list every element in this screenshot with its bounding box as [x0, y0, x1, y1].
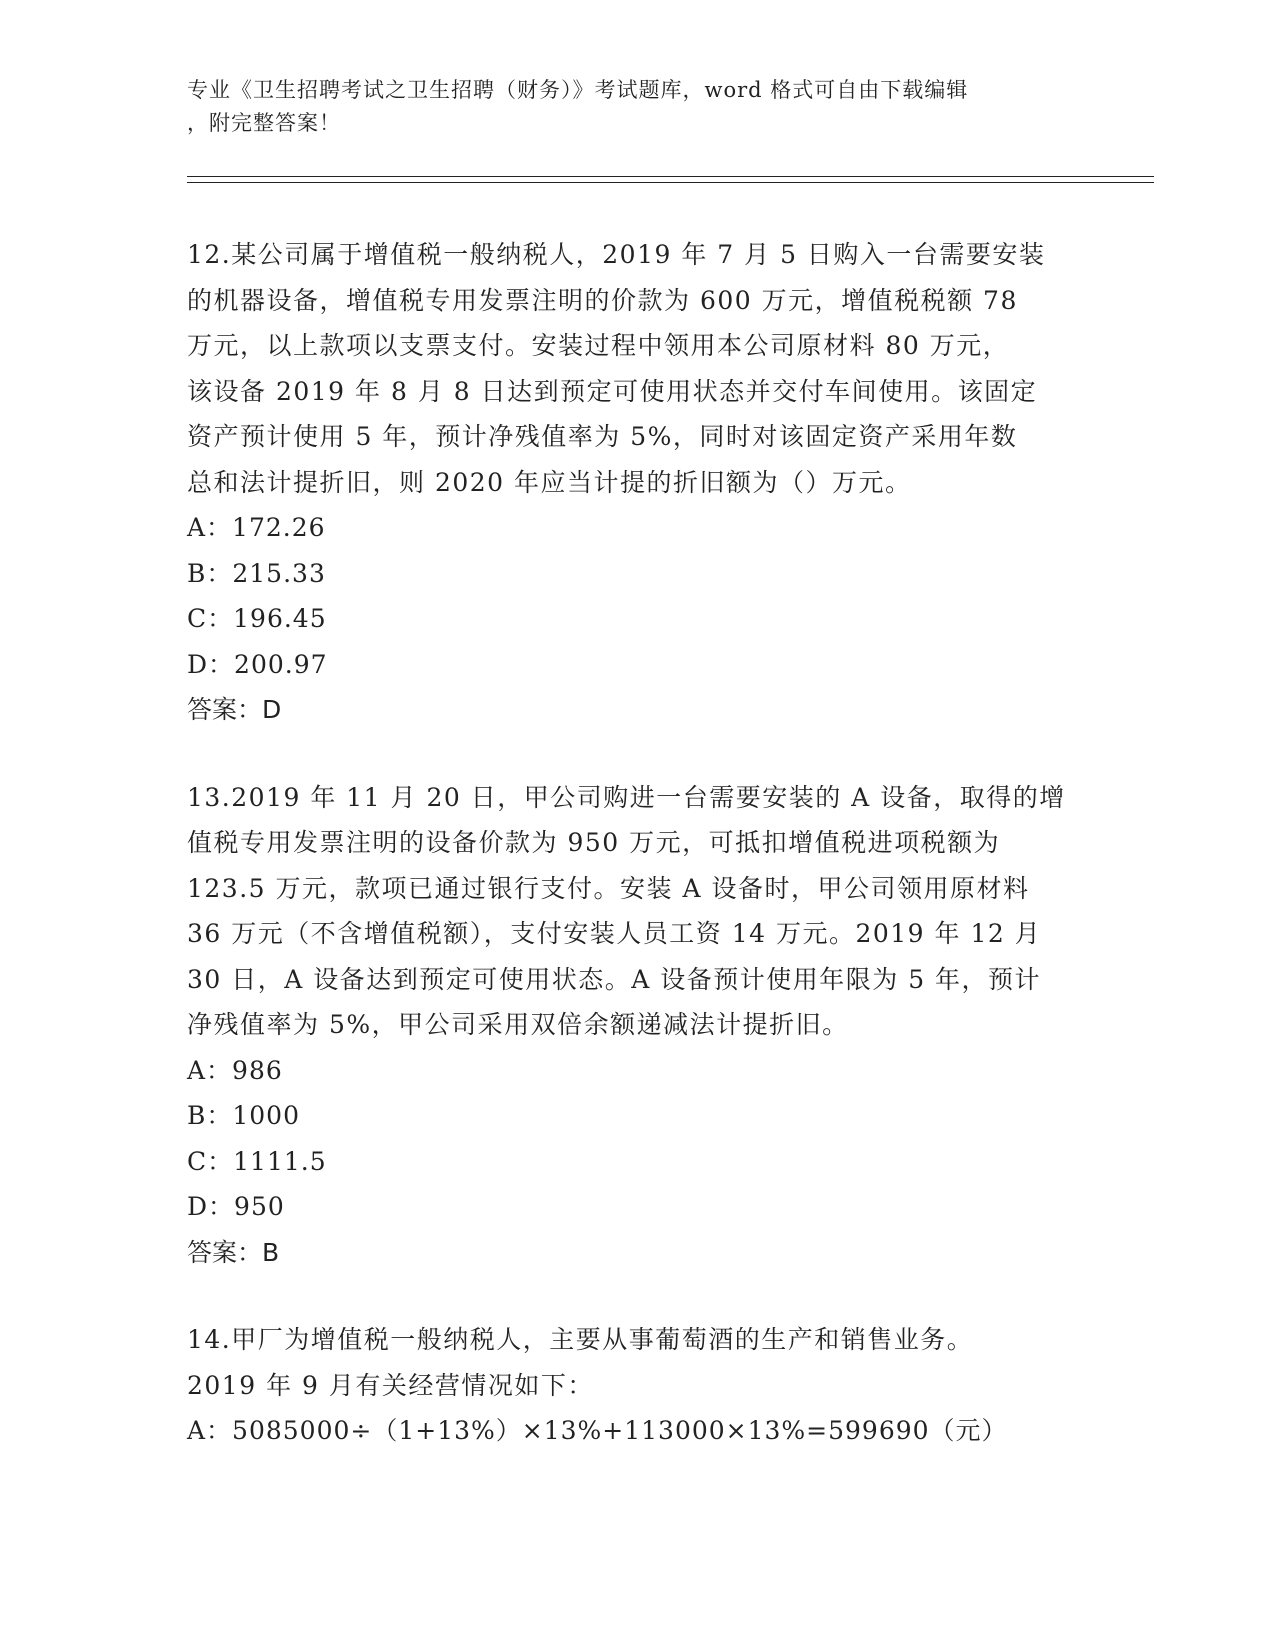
spacer [187, 733, 1087, 775]
question-12 [187, 232, 1087, 733]
question-13-line-4: 36 万元（不含增值税额），支付安装人员工资 14 万元。2019 年 12 月 [187, 919, 1042, 948]
question-14-line-2: 2019 年 9 月有关经营情况如下： [187, 1370, 594, 1400]
question-13-option-a: A：986 [187, 1055, 283, 1085]
question-12-line-4: 该设备 2019 年 8 月 8 日达到预定可使用状态并交付车间使用。该固定 [187, 376, 1038, 406]
questions-content [187, 232, 1087, 1454]
question-12-line-1: 12.某公司属于增值税一般纳税人，2019 年 7 月 5 日购入一台需要安装 [187, 240, 1046, 269]
question-12-line-5: 资产预计使用 5 年，预计净残值率为 5%，同时对该固定资产采用年数 [187, 422, 1018, 451]
question-12-line-3: 万元，以上款项以支票支付。安装过程中领用本公司原材料 80 万元， [187, 331, 1010, 360]
question-13-line-2: 值税专用发票注明的设备价款为 950 万元，可抵扣增值税进项税额为 [187, 828, 1001, 857]
question-12-answer: 答案：D [187, 695, 282, 724]
question-13-option-d: D：950 [187, 1192, 285, 1221]
question-12-option-d: D：200.97 [187, 649, 328, 679]
question-13-answer: 答案：B [187, 1237, 280, 1267]
header-line-1: 专业《卫生招聘考试之卫生招聘（财务）》考试题库，word 格式可自由下载编辑 [187, 78, 969, 102]
question-12-line-2: 的机器设备，增值税专用发票注明的价款为 600 万元，增值税税额 78 [187, 285, 1018, 315]
header-divider-top [187, 176, 1154, 177]
question-12-option-a: A：172.26 [187, 513, 326, 542]
question-13-line-1: 13.2019 年 11 月 20 日，甲公司购进一台需要安装的 A 设备，取得的增 [187, 782, 1066, 812]
question-14-option-a: A：5085000÷（1+13%）×13%+113000×13%=599690（元） [187, 1416, 1008, 1445]
question-13-option-c: C：1111.5 [187, 1146, 327, 1176]
question-13-option-b: B：1000 [187, 1101, 300, 1130]
document-header [187, 74, 1087, 140]
header-line-2: ，附完整答案！ [187, 111, 341, 135]
question-13-line-5: 30 日，A 设备达到预定可使用状态。A 设备预计使用年限为 5 年，预计 [187, 964, 1042, 994]
question-13 [187, 775, 1087, 1276]
question-12-option-b: B：215.33 [187, 558, 326, 588]
question-13-line-3: 123.5 万元，款项已通过银行支付。安装 A 设备时，甲公司领用原材料 [187, 873, 1030, 903]
question-14 [187, 1317, 1087, 1454]
header-divider-bottom [187, 182, 1154, 183]
spacer [187, 1275, 1087, 1317]
question-14-line-1: 14.甲厂为增值税一般纳税人，主要从事葡萄酒的生产和销售业务。 [187, 1325, 974, 1354]
question-12-option-c: C：196.45 [187, 604, 327, 633]
question-13-line-6: 净残值率为 5%，甲公司采用双倍余额递减法计提折旧。 [187, 1010, 849, 1039]
question-12-line-6: 总和法计提折旧，则 2020 年应当计提的折旧额为（）万元。 [187, 467, 912, 497]
